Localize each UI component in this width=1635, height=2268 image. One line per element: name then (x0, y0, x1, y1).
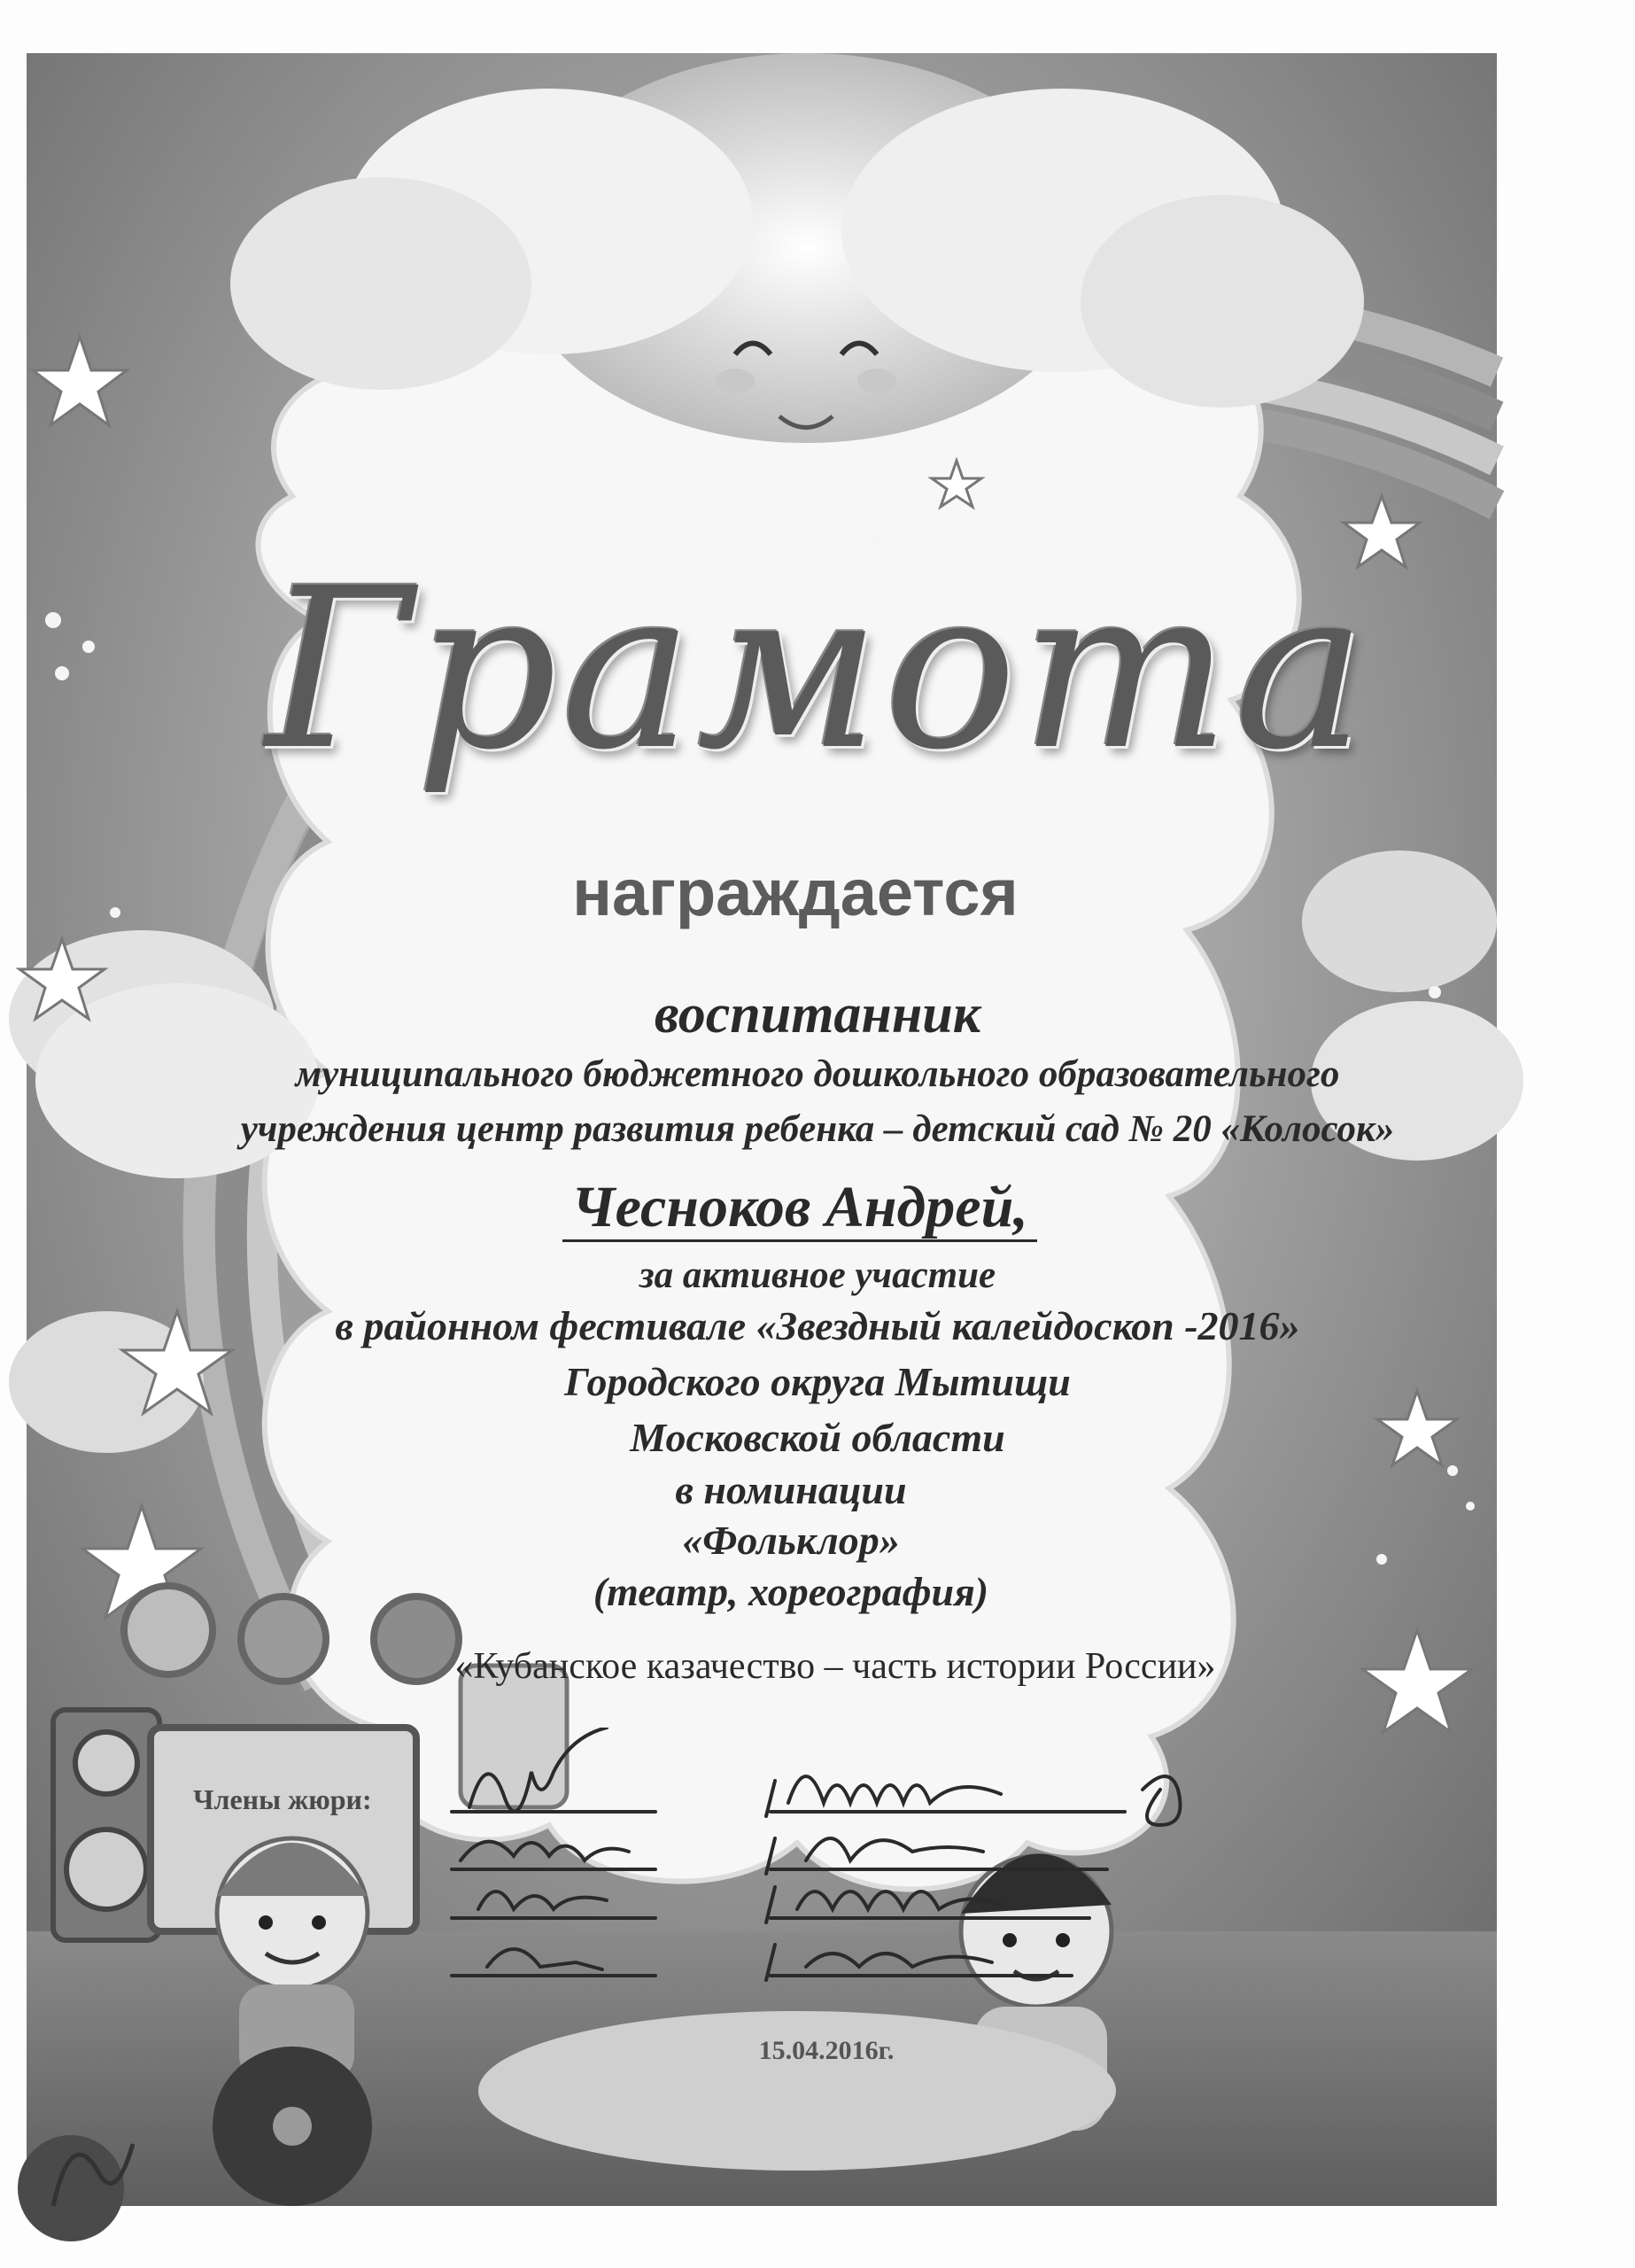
nomination-name: «Фольклор» (682, 1518, 900, 1563)
theme-text: «Кубанское казачество – часть истории России» (454, 1646, 1216, 1687)
institution-line-2: учреждения центр развития ребенка – детский сад № 20 «Колосок» (240, 1108, 1395, 1150)
recipient-name: Чесноков Андрей, (562, 1175, 1037, 1242)
certificate-title: Грамота (265, 540, 1370, 798)
awarded-label: награждается (572, 856, 1019, 929)
festival-text: в районном фестивале «Звездный калейдоскоп -2016» (335, 1303, 1300, 1348)
region-text: Московской области (630, 1415, 1005, 1460)
recipient-name-row (0, 1174, 1617, 1241)
district-text: Городского округа Мытищи (564, 1359, 1071, 1404)
nomination-label: в номинации (675, 1467, 907, 1512)
jury-label: Члены жюри: (193, 1783, 372, 1815)
pupil-label: воспитанник (654, 984, 981, 1045)
reason-text: за активное участие (639, 1254, 996, 1296)
corner-signature (35, 2109, 159, 2224)
jury-signatures (434, 1728, 1231, 1993)
nomination-genre: (театр, хореография) (593, 1569, 989, 1614)
institution-line-1: муниципального бюджетного дошкольного образовательного (295, 1053, 1340, 1095)
issue-date: 15.04.2016г. (758, 2036, 895, 2065)
